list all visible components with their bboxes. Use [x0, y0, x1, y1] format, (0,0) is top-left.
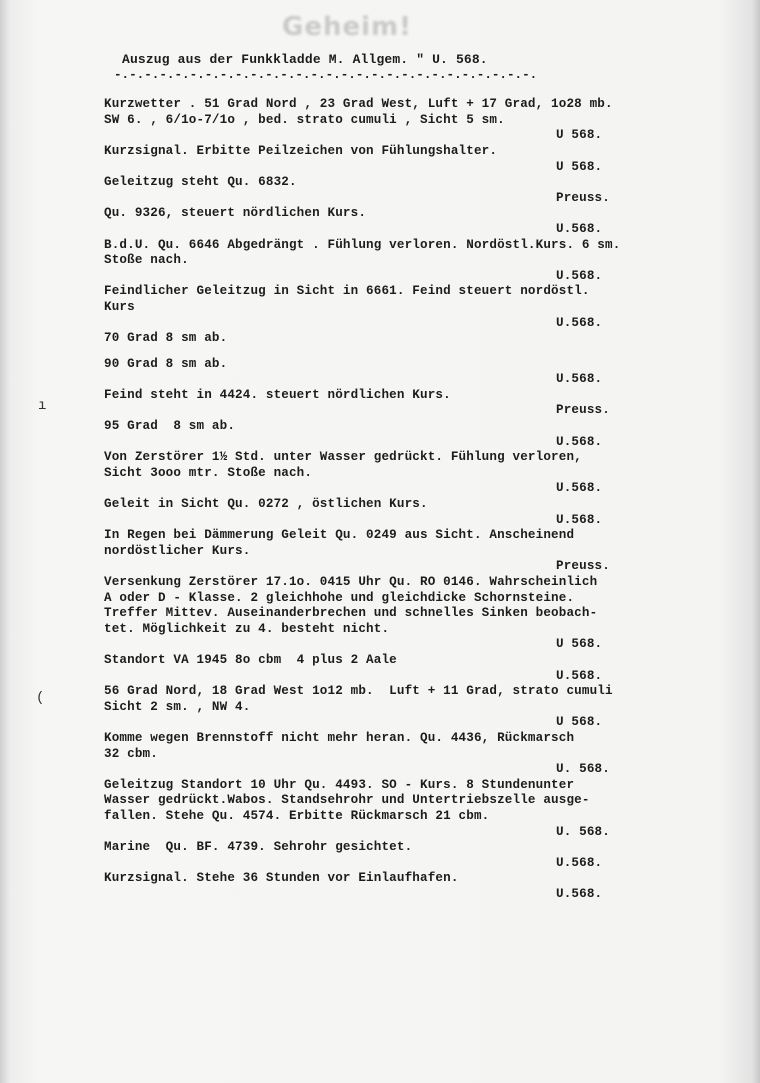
log-entry	[104, 684, 744, 731]
log-entry-line: Geleit in Sicht Qu. 0272 , östlichen Kurs.	[104, 497, 428, 512]
log-entry	[104, 175, 744, 206]
log-entry-signature: U 568.	[556, 159, 603, 174]
log-entry	[104, 284, 744, 331]
log-entry-signature: U. 568.	[556, 824, 610, 839]
log-entry-line: In Regen bei Dämmerung Geleit Qu. 0249 aus Sicht. Anscheinend	[104, 528, 575, 543]
log-entry	[104, 840, 744, 871]
log-entry-line: 56 Grad Nord, 18 Grad West 1o12 mb. Luft + 11 Grad, strato cumuli	[104, 684, 613, 699]
log-entry-line: 90 Grad 8 sm ab.	[104, 356, 228, 371]
log-entry-signature: U.568.	[556, 855, 603, 870]
log-entry-line: B.d.U. Qu. 6646 Abgedrängt . Fühlung verloren. Nordöstl.Kurs. 6 sm.	[104, 237, 621, 252]
log-entry-line: Treffer Mittev. Auseinanderbrechen und schnelles Sinken beobach-	[104, 606, 598, 621]
log-entry-line: Kurs	[104, 299, 135, 314]
log-entry	[104, 575, 744, 653]
log-entry-signature: U.568.	[556, 315, 603, 330]
log-entry-signature: U.568.	[556, 512, 603, 527]
margin-mark: ı	[38, 398, 47, 414]
log-entry-signature: U.568.	[556, 268, 603, 283]
log-entry-line: nordöstlicher Kurs.	[104, 543, 251, 558]
log-entry	[104, 778, 744, 840]
document-title: Auszug aus der Funkkladde M. Allgem. " U. 568.	[122, 52, 488, 67]
log-entry-signature: U.568.	[556, 372, 603, 387]
log-entry-signature: Preuss.	[556, 559, 610, 574]
margin-mark: (	[36, 690, 45, 706]
log-entry	[104, 206, 744, 237]
log-entry-line: A oder D - Klasse. 2 gleichhohe und gleichdicke Schornsteine.	[104, 590, 575, 605]
log-entry-signature: Preuss.	[556, 403, 610, 418]
classification-stamp: Geheim!	[282, 12, 412, 42]
log-entry-line: Kurzwetter . 51 Grad Nord , 23 Grad West, Luft + 17 Grad, 1o28 mb.	[104, 97, 613, 112]
log-entry-line: Standort VA 1945 8o cbm 4 plus 2 Aale	[104, 652, 397, 667]
log-entry	[104, 497, 744, 528]
log-entry-line: Marine Qu. BF. 4739. Sehrohr gesichtet.	[104, 840, 413, 855]
log-entry	[104, 450, 744, 497]
log-entry-line: Sicht 3ooo mtr. Stoße nach.	[104, 465, 313, 480]
log-entry-signature: U. 568.	[556, 762, 610, 777]
radio-log-entries	[104, 97, 744, 902]
log-entry-line: Sicht 2 sm. , NW 4.	[104, 699, 251, 714]
log-entry-signature: Preuss.	[556, 190, 610, 205]
log-entry-signature: U.568.	[556, 221, 603, 236]
log-entry-line: fallen. Stehe Qu. 4574. Erbitte Rückmarsch 21 cbm.	[104, 808, 490, 823]
log-entry	[104, 388, 744, 419]
title-underline: -.-.-.-.-.-.-.-.-.-.-.-.-.-.-.-.-.-.-.-.-.-.-.-.-.-.-.-.	[114, 67, 538, 82]
log-entry	[104, 419, 744, 450]
log-entry-signature: U 568.	[556, 128, 603, 143]
log-entry-line: Komme wegen Brennstoff nicht mehr heran. Qu. 4436, Rückmarsch	[104, 730, 575, 745]
log-entry-signature: U.568.	[556, 434, 603, 449]
log-entry-line: Geleitzug steht Qu. 6832.	[104, 175, 297, 190]
log-entry-signature: U.568.	[556, 481, 603, 496]
log-entry-signature: U 568.	[556, 637, 603, 652]
log-entry-line: tet. Möglichkeit zu 4. besteht nicht.	[104, 621, 390, 636]
log-entry-signature: U 568.	[556, 715, 603, 730]
log-entry-line: Von Zerstörer 1½ Std. unter Wasser gedrückt. Fühlung verloren,	[104, 450, 582, 465]
log-entry-line: Wasser gedrückt.Wabos. Standsehrohr und Untertriebszelle ausge-	[104, 793, 590, 808]
log-entry	[104, 731, 744, 778]
log-entry	[104, 331, 744, 357]
log-entry-signature: U.568.	[556, 886, 603, 901]
log-entry	[104, 97, 744, 144]
log-entry-line: Geleitzug Standort 10 Uhr Qu. 4493. SO - Kurs. 8 Stundenunter	[104, 777, 575, 792]
log-entry	[104, 238, 744, 285]
log-entry-line: Feind steht in 4424. steuert nördlichen Kurs.	[104, 387, 451, 402]
log-entry-line: 70 Grad 8 sm ab.	[104, 331, 228, 346]
log-entry	[104, 871, 744, 902]
log-entry	[104, 357, 744, 388]
log-entry-line: SW 6. , 6/1o-7/1o , bed. strato cumuli , Sicht 5 sm.	[104, 112, 505, 127]
log-entry	[104, 653, 744, 684]
log-entry-line: Kurzsignal. Stehe 36 Stunden vor Einlaufhafen.	[104, 871, 459, 886]
log-entry-line: Versenkung Zerstörer 17.1o. 0415 Uhr Qu. RO 0146. Wahrscheinlich	[104, 575, 598, 589]
log-entry-line: Qu. 9326, steuert nördlichen Kurs.	[104, 206, 367, 221]
log-entry-line: Stoße nach.	[104, 253, 189, 268]
log-entry-signature: U.568.	[556, 668, 603, 683]
log-entry-line: 95 Grad 8 sm ab.	[104, 419, 236, 434]
document-body	[104, 52, 744, 902]
log-entry-line: Kurzsignal. Erbitte Peilzeichen von Fühlungshalter.	[104, 143, 498, 158]
log-entry-line: Feindlicher Geleitzug in Sicht in 6661. Feind steuert nordöstl.	[104, 284, 590, 299]
log-entry-line: 32 cbm.	[104, 746, 158, 761]
log-entry	[104, 528, 744, 575]
log-entry	[104, 144, 744, 175]
